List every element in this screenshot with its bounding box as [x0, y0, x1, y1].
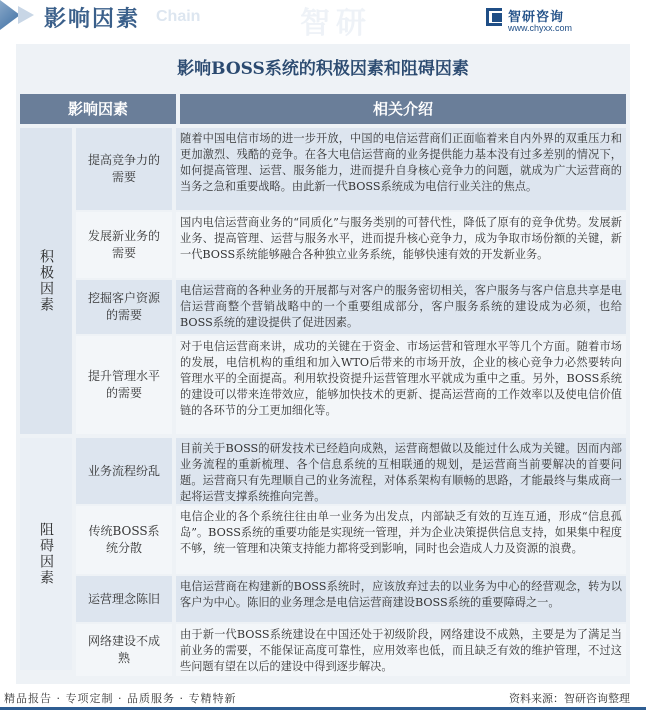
- factor-cell: 提高竞争力的需要: [76, 128, 172, 210]
- group-label-negative: [20, 438, 72, 670]
- desc-cell: 目前关于BOSS的研发技术已经趋向成熟，运营商想做以及能过什么成为关键。因而内部业务流程的重新梳理、各个信息系统的互相联通的规划，是运营商当前要解决的首要问题。运营商只有先理顺自己的业务流程，对体系架构有顺畅的思路，才能最终与集成商一起将运营支撑系统推向完善。: [176, 438, 626, 504]
- factor-cell: 业务流程纷乱: [76, 438, 172, 504]
- desc-cell: 国内电信运营商业务的“同质化”与服务类别的可替代性，降低了原有的竞争优势。发展新业务、提高管理、运营与服务水平，进而提升核心竞争力，成为争取市场份额的关键，新一代BOSS系统能够融合各种独立业务系统，能够快速有效的开发新业务。: [176, 212, 626, 278]
- logo-name: 智研咨询: [508, 10, 565, 25]
- header-watermark-en: Chain: [156, 8, 201, 25]
- desc-cell: 随着中国电信市场的进一步开放，中国的电信运营商们正面临着来自内外界的双重压力和更加激烈、残酷的竞争。在各大电信运营商的业务提供能力基本没有过多差别的情况下，如何提高管理、运营、服务能力，进而提升自身核心竞争力的问题，就成为广大运营商的当务之急和重要战略。由此新一代BOSS系统成为电信行业关注的焦点。: [176, 128, 626, 210]
- header-arrow-accent-icon: [18, 6, 34, 24]
- header-arrow-icon: [0, 0, 20, 30]
- desc-cell: 由于新一代BOSS系统建设在中国还处于初级阶段，网络建设不成熟，主要是为了满足当前业务的需要，不能保证高度可靠性，应用效率也低，而且缺乏有效的维护管理，不过这些问题有望在以后的建设中得到逐步解决。: [176, 624, 626, 676]
- footer-source: 资料来源：智研咨询整理: [509, 692, 630, 705]
- table-row: [76, 212, 626, 278]
- logo-url: www.chyxx.com: [508, 23, 573, 33]
- group-label-positive: [20, 128, 72, 434]
- footer-slogan: 精品报告 · 专项定制 · 品质服务 · 专精特新: [4, 692, 237, 705]
- table-row: [76, 336, 626, 434]
- desc-cell: 电信运营商在构建新的BOSS系统时，应该放弃过去的以业务为中心的经营观念，转为以客户为中心。陈旧的业务理念是电信运营商建设BOSS系统的重要障碍之一。: [176, 576, 626, 622]
- page-header: [0, 0, 646, 41]
- table-row: [76, 128, 626, 210]
- factor-cell: 运营理念陈旧: [76, 576, 172, 622]
- table-row: [76, 624, 626, 676]
- factor-cell: 网络建设不成熟: [76, 624, 172, 676]
- table-header: [20, 94, 626, 124]
- table-title: 影响BOSS系统的积极因素和阻碍因素: [177, 59, 469, 79]
- table-row: [76, 506, 626, 574]
- table-row: [76, 576, 626, 622]
- factor-cell: 传统BOSS系统分散: [76, 506, 172, 574]
- page-footer: [0, 688, 646, 710]
- group-label-text: 阻碍因素: [38, 522, 54, 586]
- column-header-factor: 影响因素: [20, 94, 176, 124]
- factors-table-panel: [16, 44, 630, 684]
- page-title: 影响因素: [44, 7, 141, 32]
- desc-cell: 电信运营商的各种业务的开展都与对客户的服务密切相关，客户服务与客户信息共享是电信运营商整个营销战略中的一个重要组成部分，客户服务系统的建设成为必须，也给BOSS系统的建设提供了促进因素。: [176, 280, 626, 334]
- logo-mark-inner-icon: [492, 13, 502, 22]
- factor-cell: 发展新业务的需要: [76, 212, 172, 278]
- factor-cell: 提升管理水平的需要: [76, 336, 172, 434]
- column-header-desc: 相关介绍: [180, 94, 626, 124]
- desc-cell: 电信企业的各个系统往往由单一业务为出发点，内部缺乏有效的互连互通，形成“信息孤岛”。BOSS系统的重要功能是实现统一管理，并为企业决策提供信息支持，如果集中程度不够，统一管理和决策支持能力都将受到影响，同时也会造成人力及资源的浪费。: [176, 506, 626, 574]
- desc-cell: 对于电信运营商来讲，成功的关键在于资金、市场运营和管理水平等几个方面。随着市场的发展，电信机构的重组和加入WTO后带来的市场开放，企业的核心竞争力必然要转向管理水平的全面提高。利用软投资提升运营管理水平就成为重中之重。另外，BOSS系统的建设可以带来连带效应，能够加快技术的更新、提高运营商的工作效率以及使电信价值链的各环节的分工更加细化等。: [176, 336, 626, 434]
- table-row: [76, 438, 626, 504]
- factor-cell: 挖掘客户资源的需要: [76, 280, 172, 334]
- brand-logo: [486, 6, 636, 36]
- table-row: [76, 280, 626, 334]
- group-label-text: 积极因素: [38, 249, 54, 313]
- header-watermark-cn: 智研: [300, 6, 372, 41]
